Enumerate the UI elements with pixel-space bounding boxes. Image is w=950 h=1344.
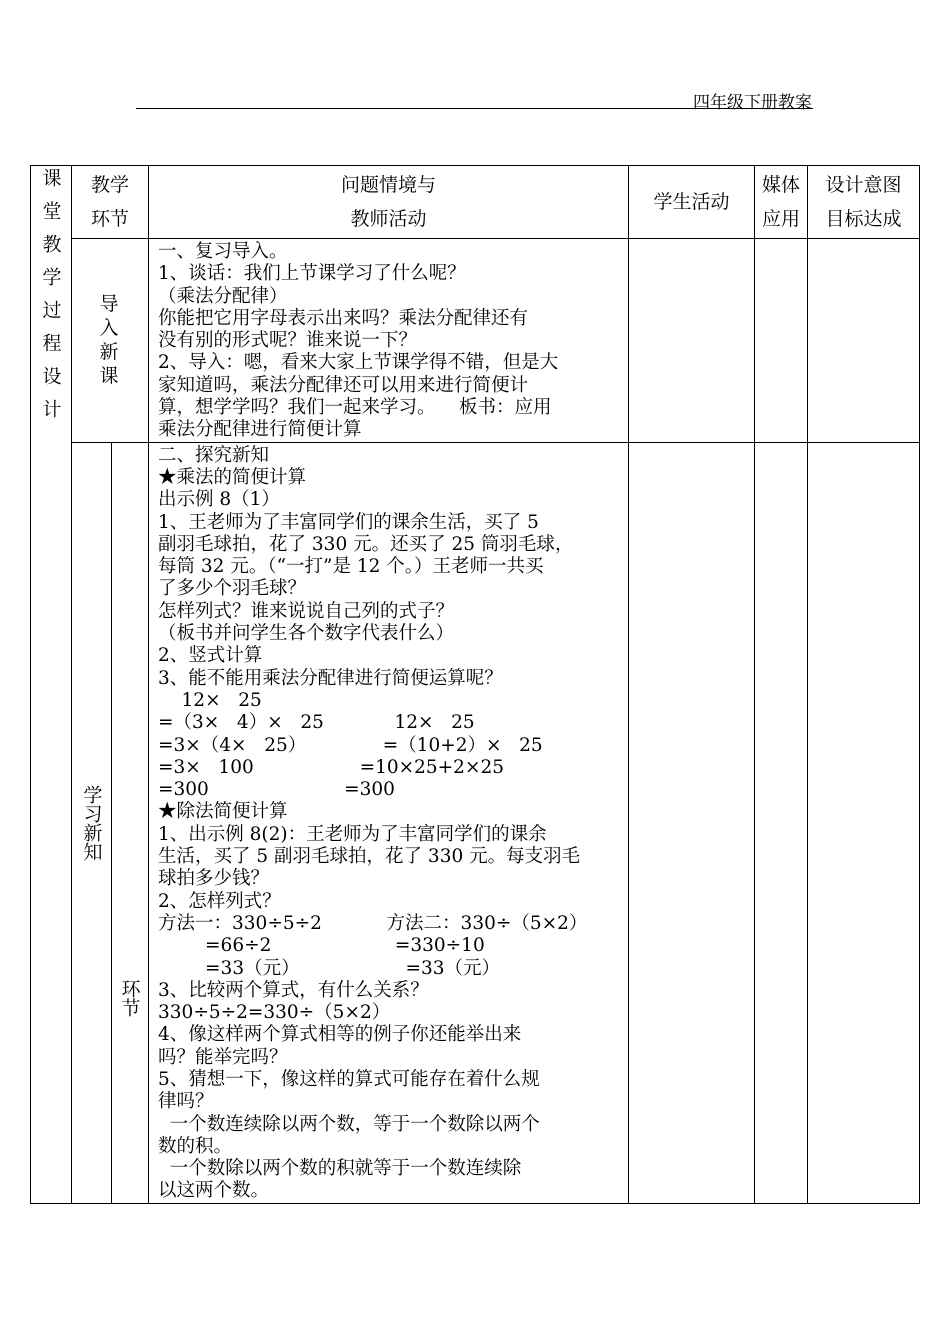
text-line: 算，想学学吗？我们一起来学习。 板书：应用 [158,397,552,419]
media-new [755,442,808,1203]
header-rule [136,108,813,109]
text-line: 1、出示例 8(2)：王老师为了丰富同学们的课余 [158,823,547,845]
header-student-activity: 学生活动 [629,166,755,239]
text-line: 2、导入：嗯，看来大家上节课学得不错，但是大 [158,352,559,374]
teacher-activity-new [149,442,629,1203]
segment-learn-new: 学习新知 [72,442,112,1203]
text-line: 1、谈话：我们上节课学习了什么呢？ [158,263,466,285]
text-line: （乘法分配律） [158,285,288,307]
design-intro [808,239,920,443]
text-line: 吗？能举完吗？ [158,1046,288,1068]
text-line: 2、竖式计算 [158,645,263,667]
section-label-cell [31,166,72,1204]
text-line: 没有别的形式呢？谁来说一下？ [158,330,418,352]
header-design-intent: 设计意图 目标达成 [808,166,920,239]
text-line: 生活，买了 5 副羽毛球拍，花了 330 元。每支羽毛 [158,846,581,868]
text-line: 出示例 8（1） [158,489,280,511]
student-activity-new [629,442,755,1203]
text-line: 1、王老师为了丰富同学们的课余生活，买了 5 [158,511,539,533]
text-line: 以这两个数。 [158,1180,270,1202]
text-line: 你能把它用字母表示出来吗？乘法分配律还有 [158,307,529,329]
text-line: 球拍多少钱？ [158,868,270,890]
text-line: =3×（4× 25） =（10+2）× 25 [158,734,543,756]
text-line: =（3× 4）× 25 12× 25 [158,712,475,734]
intro-text [149,239,628,442]
text-line: 3、能不能用乘法分配律进行简便运算呢？ [158,667,503,689]
row-intro [31,239,920,443]
text-line: 12× 25 [158,689,262,711]
text-line: （板书并问学生各个数字代表什么） [158,623,455,645]
row-new-knowledge [31,442,920,1203]
text-line: 乘法分配律进行简便计算 [158,419,362,441]
text-line: 副羽毛球拍，花了 330 元。还买了 25 筒羽毛球， [158,533,574,555]
text-line: =300 =300 [158,779,395,801]
text-line: 一个数连续除以两个数，等于一个数除以两个 [158,1113,540,1135]
text-line: =3× 100 =10×25+2×25 [158,756,504,778]
teacher-activity-intro [149,239,629,443]
segment-stage: 环节 [112,442,149,1203]
text-line: 一、复习导入。 [158,241,288,262]
student-activity-intro [629,239,755,443]
text-line: =66÷2 =330÷10 [158,935,485,957]
text-line: 了多少个羽毛球？ [158,578,307,600]
text-line: ★除法简便计算 [158,801,288,823]
text-line: 2、怎样列式？ [158,890,281,912]
text-line: 330÷5÷2=330÷（5×2） [158,1002,391,1024]
text-line: 每筒 32 元。（“一打”是 12 个。）王老师一共买 [158,556,544,578]
text-line: 5、猜想一下，像这样的算式可能存在着什么规 [158,1068,540,1090]
new-knowledge-text [149,443,628,1203]
text-line: 3、比较两个算式，有什么关系？ [158,979,429,1001]
text-line: 数的积。 [158,1135,233,1157]
header-row [31,166,920,239]
text-line: 二、探究新知 [158,444,270,466]
section-label: 课堂教学过程设计 [39,168,62,432]
lesson-plan-table [30,165,920,1204]
media-intro [755,239,808,443]
header-segment: 教学 环节 [72,166,149,239]
text-line: ★乘法的简便计算 [158,466,307,488]
text-line: 律吗？ [158,1091,214,1113]
text-line: 方法一：330÷5÷2 方法二：330÷（5×2） [158,912,588,934]
text-line: 怎样列式？谁来说说自己列的式子？ [158,600,455,622]
header-title: 四年级下册教案 [693,93,812,113]
header-teacher-activity: 问题情境与 教师活动 [149,166,629,239]
segment-intro: 导 入 新 课 [72,239,149,443]
text-line: 4、像这样两个算式相等的例子你还能举出来 [158,1024,522,1046]
header-media: 媒体 应用 [755,166,808,239]
text-line: 一个数除以两个数的积就等于一个数连续除 [158,1158,522,1180]
text-line: =33（元） =33（元） [158,957,500,979]
text-line: 家知道吗，乘法分配律还可以用来进行简便计 [158,374,529,396]
design-new [808,442,920,1203]
